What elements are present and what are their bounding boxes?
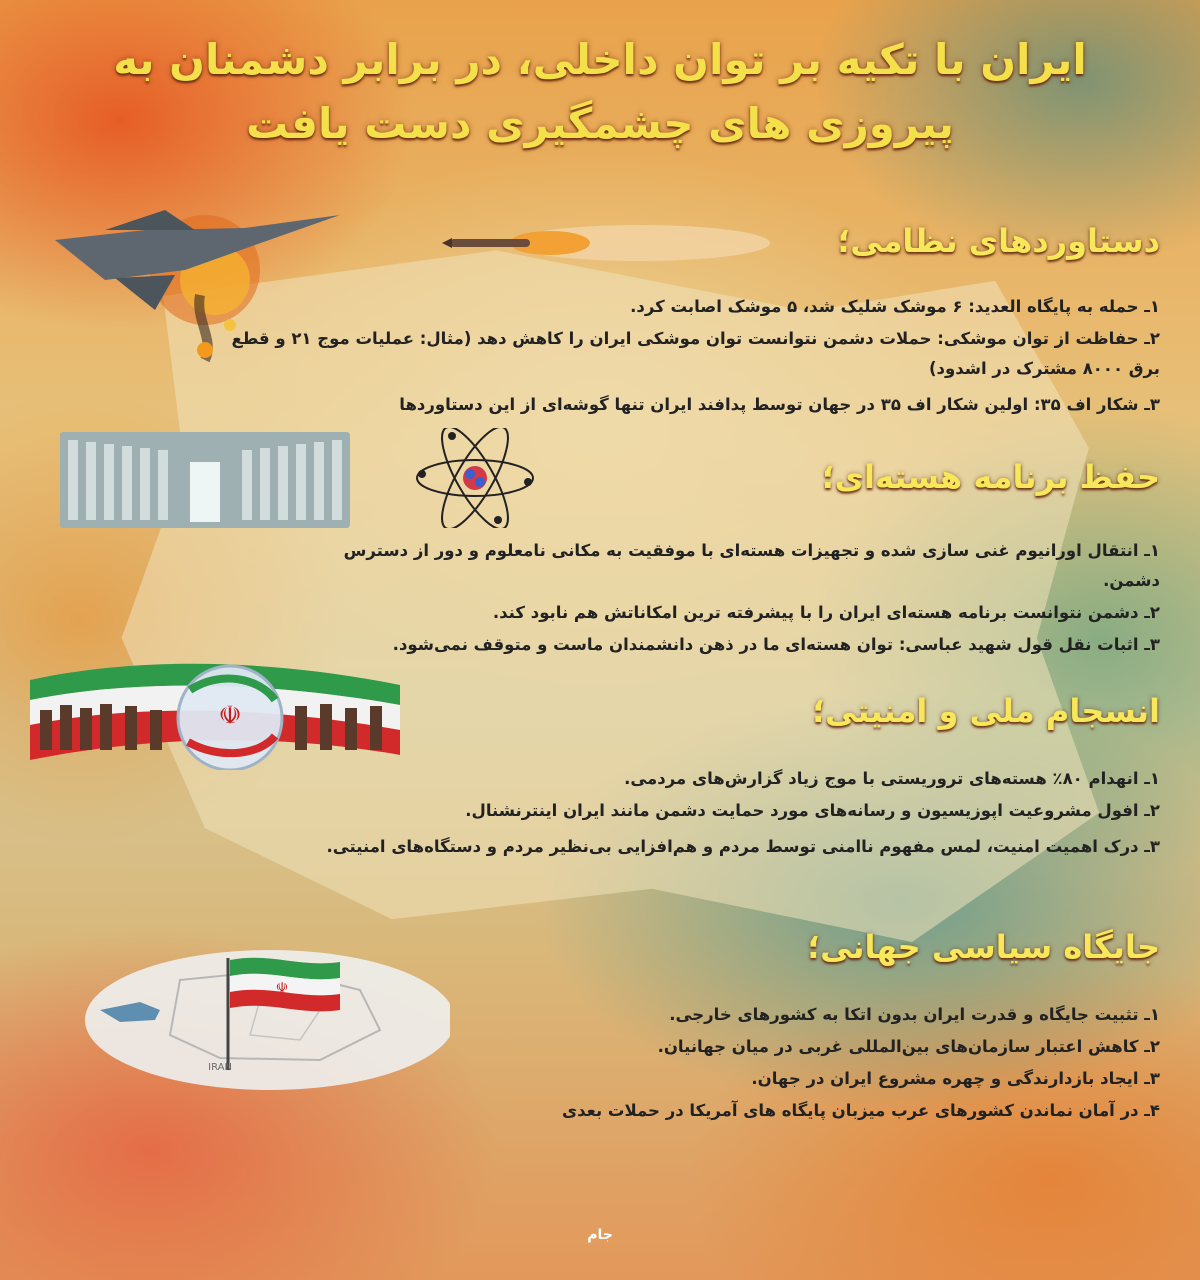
section-heading-military: دستاوردهای نظامی؛ xyxy=(837,222,1160,260)
svg-text:☫: ☫ xyxy=(275,980,289,996)
list-item: ۳ـ اثبات نقل قول شهید عباسی: توان هسته‌ای ما در ذهن دانشمندان ماست و متوقف نمی‌شود. xyxy=(392,635,1160,654)
list-item: ۲ـ افول مشروعیت اپوزیسیون و رسانه‌های مورد حمایت دشمن مانند ایران اینترنشنال. xyxy=(465,801,1160,820)
list-item: ۲ـ حفاظت از توان موشکی: حملات دشمن نتوانست توان موشکی ایران را کاهش دهد (مثال: عملیات موج ۲۱ و قطع برق ۸۰۰۰ مشترک در اشدود) xyxy=(231,329,1160,378)
title-line-1: ایران با تکیه بر توان داخلی، در برابر دشمنان به xyxy=(113,35,1087,84)
list-item: ۳ـ درک اهمیت امنیت، لمس مفهوم ناامنی توسط مردم و هم‌افزایی بی‌نظیر مردم و دستگاه‌های امنیتی. xyxy=(326,837,1160,856)
list-item: ۳ـ ایجاد بازدارندگی و چهره مشروع ایران در جهان. xyxy=(751,1069,1160,1088)
atom-icon xyxy=(410,428,540,528)
list-item: ۱ـ تثبیت جایگاه و قدرت ایران بدون اتکا به کشورهای خارجی. xyxy=(669,1005,1160,1024)
section-heading-nuclear: حفظ برنامه هسته‌ای؛ xyxy=(821,458,1160,496)
section-heading-global: جایگاه سیاسی جهانی؛ xyxy=(807,928,1160,966)
list-item: ۱ـ انتقال اورانیوم غنی سازی شده و تجهیزات هسته‌ای با موفقیت به مکانی نامعلوم و دور از دسترس دشمن. xyxy=(343,541,1160,590)
section-heading-cohesion: انسجام ملی و امنیتی؛ xyxy=(812,692,1160,730)
missile-image xyxy=(440,215,780,270)
crowd-flag-image xyxy=(30,660,400,770)
list-item: ۲ـ کاهش اعتبار سازمان‌های بین‌المللی غربی در میان جهانیان. xyxy=(657,1037,1160,1056)
publisher-logo: جام xyxy=(587,1227,613,1243)
list-item: ۲ـ دشمن نتوانست برنامه هسته‌ای ایران را با پیشرفته ترین امکاناتش هم نابود کند. xyxy=(492,603,1160,622)
list-item: ۱ـ حمله به پایگاه العدید: ۶ موشک شلیک شد، ۵ موشک اصابت کرد. xyxy=(630,297,1160,316)
centrifuge-hall-image xyxy=(60,432,350,528)
iran-flag-map-image xyxy=(60,940,450,1090)
title-line-2: پیروزی های چشمگیری دست یافت xyxy=(246,99,954,148)
page-title xyxy=(100,28,1100,156)
map-label-iran: IRAN xyxy=(208,1062,232,1073)
svg-text:☫: ☫ xyxy=(218,701,242,731)
list-item: ۴ـ در آمان نماندن کشورهای عرب میزبان پایگاه های آمریکا در حملات بعدی xyxy=(561,1101,1160,1120)
list-item: ۳ـ شکار اف ۳۵: اولین شکار اف ۳۵ در جهان توسط پدافند ایران تنها گوشه‌ای از این دستاوردها xyxy=(399,395,1160,414)
list-item: ۱ـ انهدام ۸۰٪ هسته‌های تروریستی با موج زیاد گزارش‌های مردمی. xyxy=(624,769,1160,788)
